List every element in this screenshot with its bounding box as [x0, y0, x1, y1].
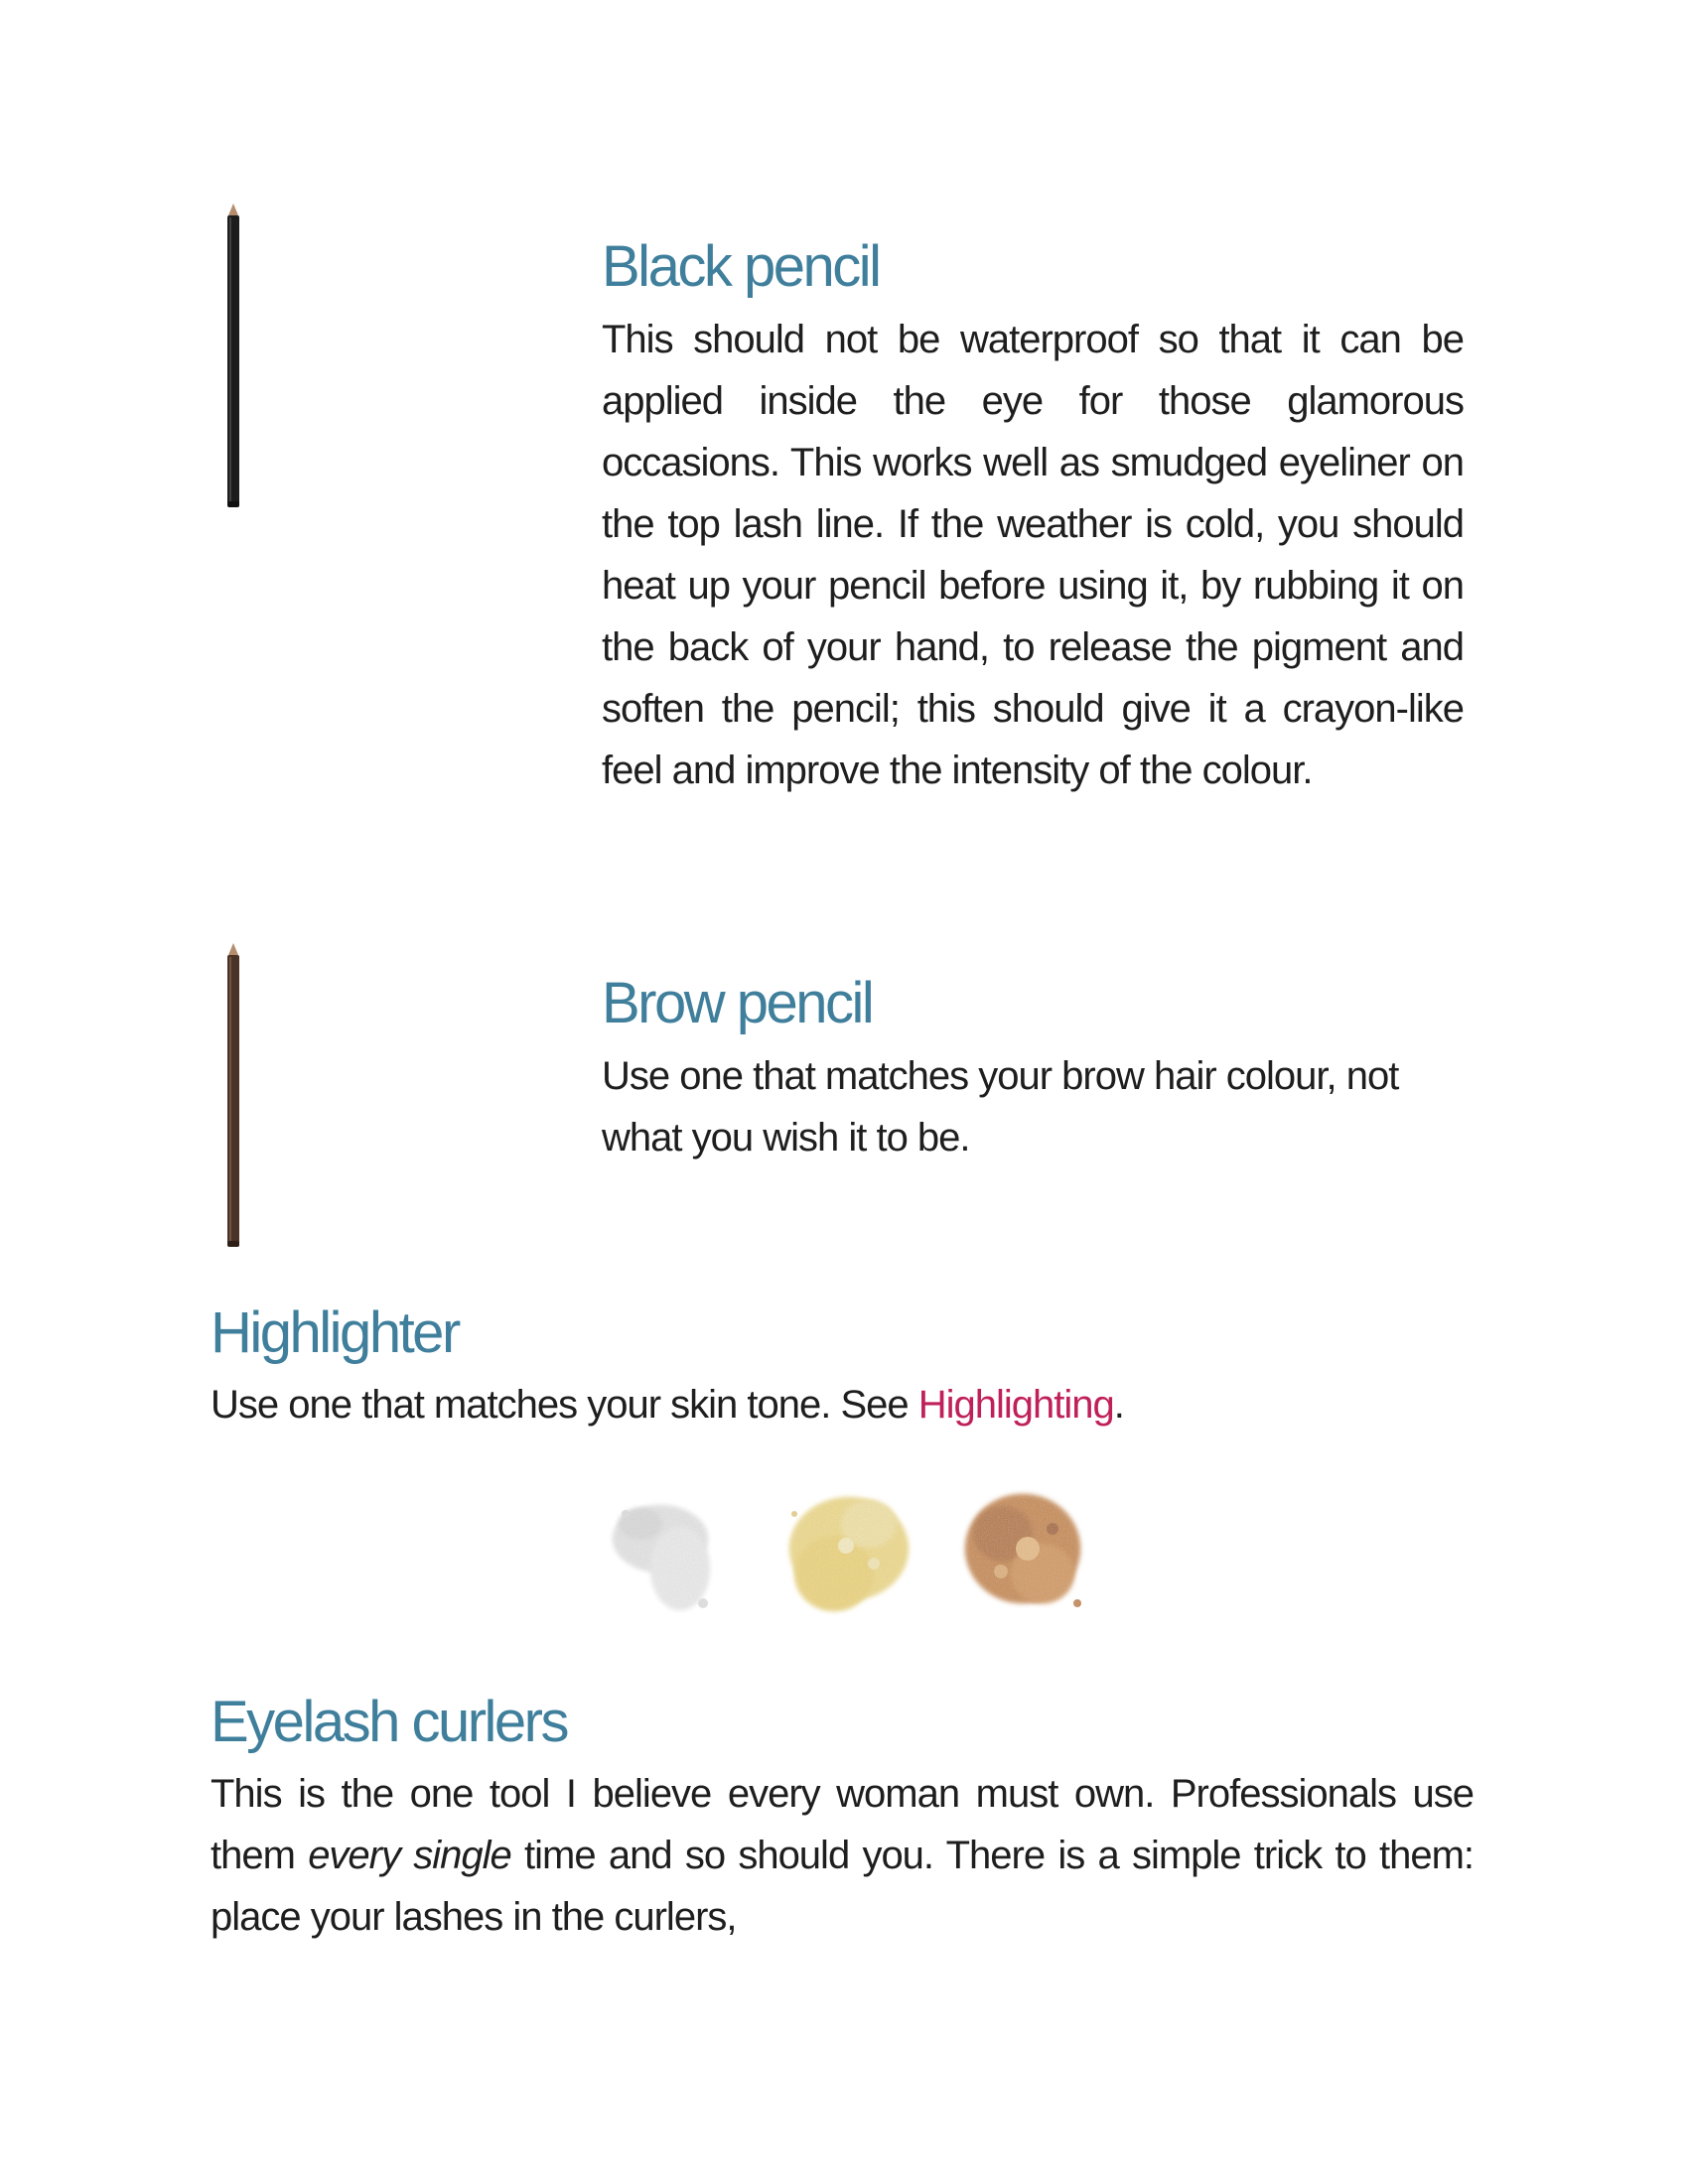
- gold-pigment-swatch: [789, 1497, 909, 1611]
- highlighter-pigments-image: [586, 1454, 1122, 1653]
- eyelash-curlers-text-part1: This is the one tool I believe every woman must own. Professionals use them: [211, 1772, 1474, 1877]
- black-pencil-heading: Black pencil: [602, 234, 880, 299]
- highlighter-description: [211, 1374, 1481, 1435]
- brow-pencil-heading: Brow pencil: [602, 971, 873, 1035]
- brow-pencil-image: [218, 943, 248, 1251]
- brow-pencil-description: Use one that matches your brow hair colour, not what you wish it to be.: [602, 1054, 1399, 1160]
- highlighter-heading: Highlighter: [211, 1300, 459, 1365]
- eyelash-curlers-heading: Eyelash curlers: [211, 1690, 567, 1754]
- eyelash-curlers-text-part2: time and so should you. There is a simple trick to them: place your lashes in the curlers,: [211, 1834, 1475, 1939]
- black-pencil-image: [218, 204, 248, 511]
- bronze-pigment-swatch: [965, 1494, 1081, 1607]
- highlighting-link[interactable]: Highlighting: [917, 1383, 1114, 1427]
- highlighter-text-suffix: .: [1113, 1383, 1124, 1427]
- eyelash-curlers-description: [211, 1763, 1474, 1948]
- black-pencil-description: This should not be waterproof so that it can be applied inside the eye for those glamorous occasions. This works well as smudged eyeliner on the top lash line. If the weather is cold, you should heat up your pencil before using it, by rubbing it on the back of your hand, to release the pigment and soften the pencil; this should give it a crayon-like feel and improve the intensity of the colour.: [602, 318, 1464, 792]
- white-pigment-swatch: [613, 1505, 710, 1610]
- eyelash-curlers-emphasis: every single: [308, 1834, 511, 1877]
- highlighter-text-prefix: Use one that matches your skin tone. See: [211, 1383, 918, 1427]
